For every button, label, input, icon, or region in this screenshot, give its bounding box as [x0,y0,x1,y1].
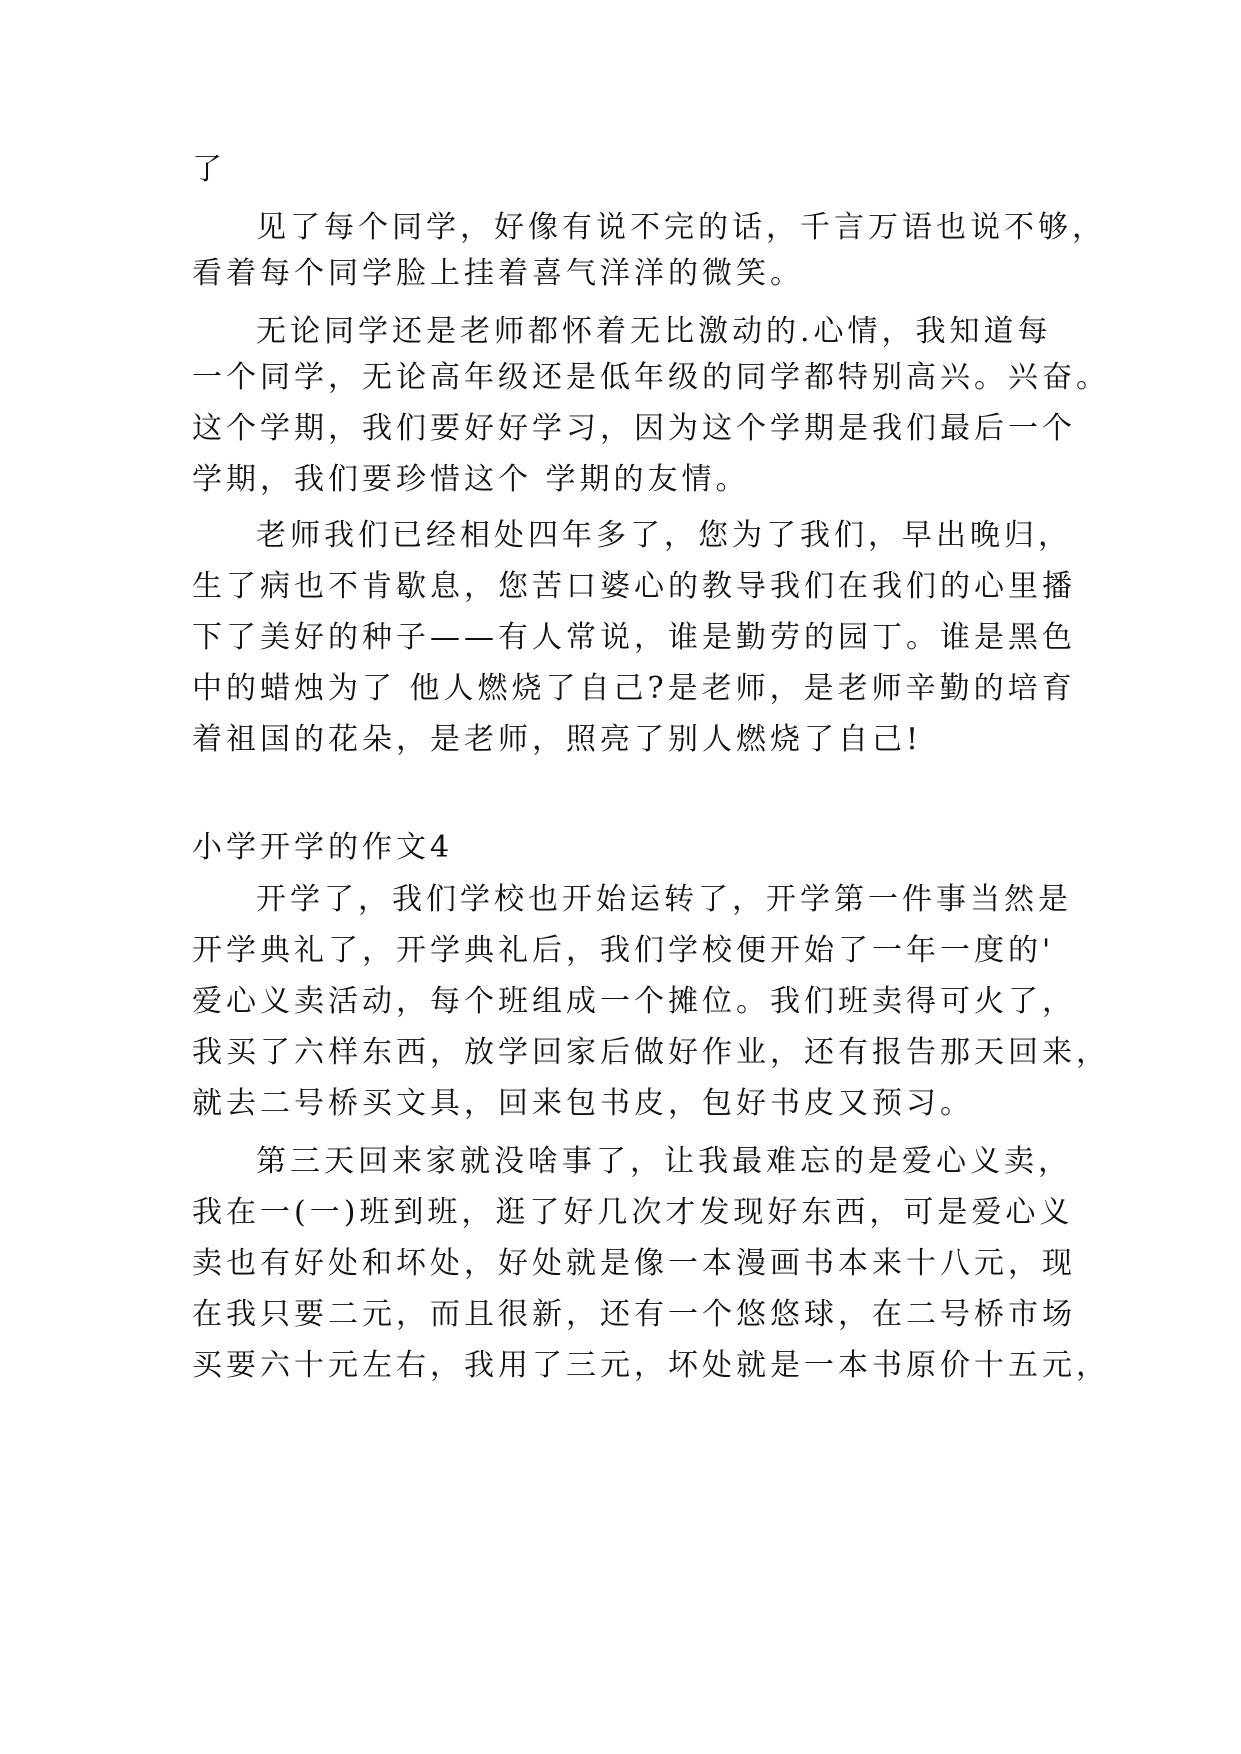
text-line: 我买了六样东西，放学回家后做好作业，还有报告那天回来， [192,1035,1110,1070]
section-heading: 小学开学的作文4 [192,830,454,865]
text-line: 学期，我们要珍惜这个 学期的友情。 [192,462,750,497]
text-line: 看着每个同学脸上挂着喜气洋洋的微笑。 [192,256,804,291]
text-line: 就去二号桥买文具，回来包书皮，包好书皮又预习。 [192,1086,974,1121]
paragraph-line: 第三天回来家就没啥事了，让我最难忘的是爱心义卖， [256,1144,1072,1179]
paragraph-line: 开学了，我们学校也开始运转了，开学第一件事当然是 [256,882,1072,917]
text-line: 买要六十元左右，我用了三元，坏处就是一本书原价十五元， [192,1348,1110,1383]
paragraph-line: 见了每个同学，好像有说不完的话，千言万语也说不够， [256,210,1106,245]
text-line: 这个学期，我们要好好学习，因为这个学期是我们最后一个 [192,411,1076,446]
text-line: 着祖国的花朵，是老师，照亮了别人燃烧了自己! [192,722,923,757]
text-line: 在我只要二元，而且很新，还有一个悠悠球，在二号桥市场 [192,1297,1076,1332]
paragraph-line: 老师我们已经相处四年多了，您为了我们，早出晚归， [256,518,1072,553]
text-line: 下了美好的种子——有人常说，谁是勤劳的园丁。谁是黑色 [192,620,1076,655]
text-line: 一个同学，无论高年级还是低年级的同学都特别高兴。兴奋。 [192,360,1110,395]
paragraph-line: 无论同学还是老师都怀着无比激动的.心情，我知道每 [256,314,1052,349]
text-line: 生了病也不肯歇息，您苦口婆心的教导我们在我们的心里播 [192,569,1076,604]
text-line: 卖也有好处和坏处，好处就是像一本漫画书本来十八元，现 [192,1246,1076,1281]
text-line: 开学典礼了，开学典礼后，我们学校便开始了一年一度的' [192,933,1055,968]
text-line: 中的蜡烛为了 他人燃烧了自己?是老师，是老师辛勤的培育 [192,671,1076,706]
text-line: 我在一(一)班到班，逛了好几次才发现好东西，可是爱心义 [192,1195,1074,1230]
text-line: 了 [192,152,226,187]
text-line: 爱心义卖活动，每个班组成一个摊位。我们班卖得可火了， [192,984,1076,1019]
